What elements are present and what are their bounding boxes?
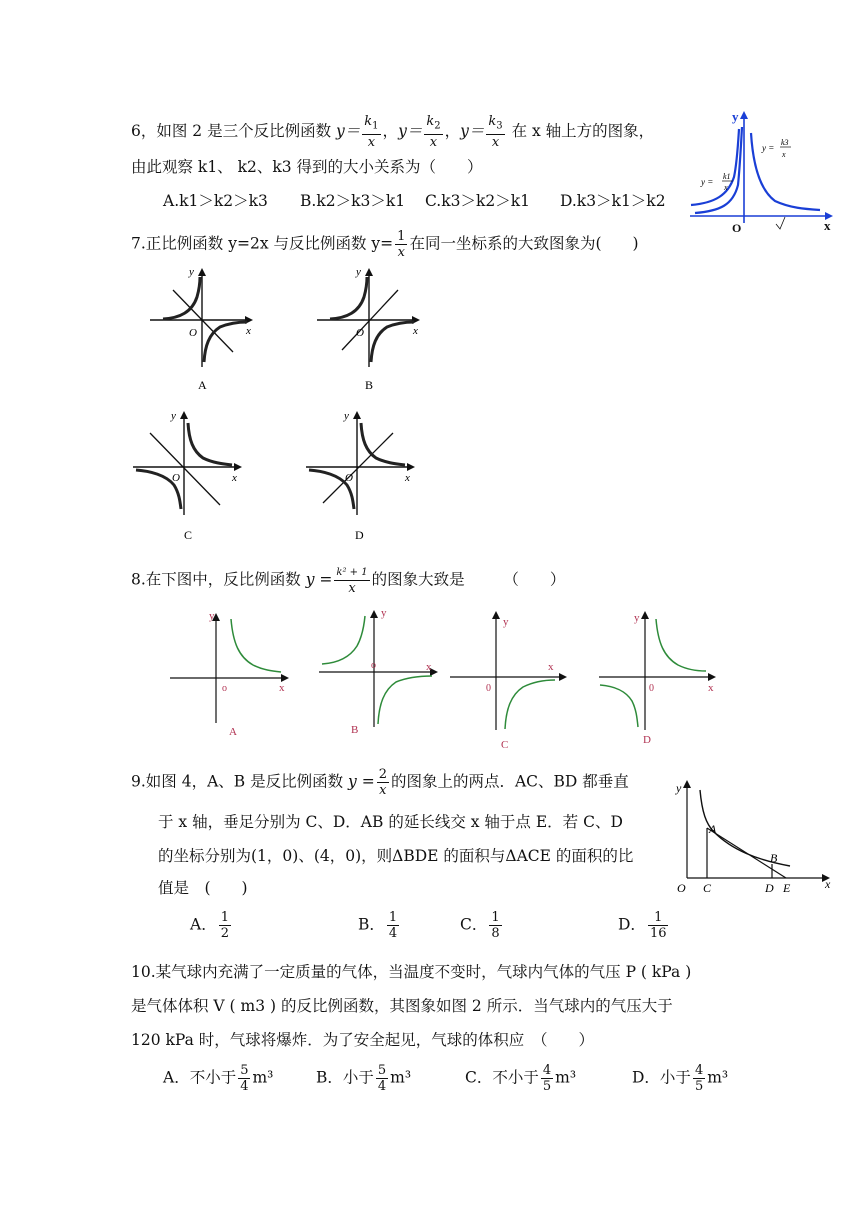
svg-text:x: x <box>825 877 831 891</box>
q7c-line <box>150 433 220 505</box>
q7-label-b: B <box>365 378 374 392</box>
svg-text:x: x <box>708 682 714 694</box>
svg-text:x: x <box>246 325 251 337</box>
q7-panel-b <box>312 262 432 397</box>
q6-y-label: y <box>732 109 739 124</box>
svg-text:y: y <box>381 607 387 619</box>
q6-curve-k2 <box>691 129 739 205</box>
q10-option-d: D．小于 $\frac{4}{5}$ m³ <box>632 1063 729 1094</box>
svg-text:x: x <box>279 682 285 694</box>
q7-frac: $\frac{1}{x}$ <box>397 229 406 260</box>
q6-origin: O <box>732 221 742 235</box>
svg-text:x: x <box>782 150 786 159</box>
svg-text:y: y <box>356 266 361 278</box>
q7-panel-a <box>145 262 265 397</box>
q8a-curve <box>231 619 281 672</box>
q7-label-d: D <box>355 528 364 542</box>
q8-panel-b <box>314 602 444 742</box>
svg-text:D: D <box>765 881 774 895</box>
svg-text:y: y <box>344 410 349 422</box>
svg-text:x: x <box>724 183 728 192</box>
svg-text:0: 0 <box>649 683 654 694</box>
q9-stem-line4: 值是 ( ) <box>158 879 248 897</box>
q7-panel-d <box>301 405 426 545</box>
q6-figure <box>685 105 845 235</box>
q9-option-c: C． $\frac{1}{8}$ <box>460 910 500 941</box>
q9-stem-line2: 于 x 轴，垂足分别为 C、D．AB 的延长线交 x 轴于点 E．若 C、D <box>158 813 623 831</box>
q8d-curve-lower <box>600 685 638 727</box>
q8-label-d: D <box>643 734 651 746</box>
svg-text:x: x <box>413 325 418 337</box>
q6-frac-k3: $\frac{k_3}{x}$ <box>488 114 503 150</box>
q8d-curve-upper <box>656 619 706 671</box>
q10-option-c: C．不小于 $\frac{4}{5}$ m³ <box>465 1063 577 1094</box>
q8-panel-d <box>594 605 724 750</box>
svg-text:o: o <box>371 660 376 671</box>
q8b-curve-upper <box>322 616 365 664</box>
q8-label-a: A <box>229 726 237 738</box>
svg-text:y: y <box>171 410 176 422</box>
q8-panel-c <box>445 605 575 750</box>
q7-label-c: C <box>184 528 193 542</box>
svg-text:C: C <box>703 881 712 895</box>
svg-text:x: x <box>548 661 554 673</box>
q6-frac-k2: $\frac{k_2}{x}$ <box>426 114 441 150</box>
q8b-curve-lower <box>378 676 432 724</box>
svg-text:x: x <box>232 472 237 484</box>
svg-text:y: y <box>209 610 215 622</box>
svg-text:k1: k1 <box>723 172 731 181</box>
q8-stem: 8.在下图中，反比例函数 y = $\frac{\text{k² + 1}}{x}$ 的图象大致是 （ ） <box>131 567 566 596</box>
q10-option-b: B．小于 $\frac{5}{4}$ m³ <box>316 1063 412 1094</box>
svg-text:O: O <box>345 472 353 484</box>
q6-x-label: x <box>824 218 831 233</box>
svg-text:y: y <box>503 616 509 628</box>
q9-figure <box>672 772 842 900</box>
q6-option-d: D.k3＞k1＞k2 <box>560 192 666 210</box>
q6-option-c: C.k3＞k2＞k1 <box>425 192 530 210</box>
svg-text:O: O <box>356 327 364 339</box>
q7-stem: 7.正比例函数 y=2x 与反比例函数 y= $\frac{1}{x}$ 在同一坐标系的大致图象为( ) <box>131 229 639 260</box>
q7-panel-c <box>128 405 253 545</box>
svg-text:0: 0 <box>486 683 491 694</box>
q9-stem-line3: 的坐标分别为(1，0)、(4，0)，则ΔBDE 的面积与ΔACE 的面积的比 <box>158 847 634 865</box>
q6-label-eq3: y = <box>762 143 775 153</box>
q6-stem-line2: 由此观察 k1、 k2、k3 得到的大小关系为（ ） <box>131 158 483 176</box>
q6-stem-line1: 6，如图 2 是三个反比例函数 y＝ $\frac{k_1}{x}$ ，y＝ $\frac{k_2}{x}$ ，y＝ $\frac{k_3}{x}$ 在 x 轴上方的图象， <box>131 114 655 150</box>
q6-label-eq1: y = <box>701 177 714 187</box>
q8-label-c: C <box>501 739 509 750</box>
svg-text:y: y <box>676 781 682 795</box>
q8-label-b: B <box>351 724 359 736</box>
q6-option-a: A.k1＞k2＞k3 <box>163 192 268 210</box>
svg-text:O: O <box>189 327 197 339</box>
svg-text:x: x <box>405 472 410 484</box>
q9-frac: $\frac{2}{x}$ <box>378 767 387 798</box>
q8-frac: $\frac{\text{k² + 1}}{x}$ <box>336 567 368 596</box>
q7d-line <box>323 433 393 503</box>
svg-text:y: y <box>634 612 640 624</box>
q10-stem-line2: 是气体体积 V ( m3 ) 的反比例函数，其图象如图 2 所示．当气球内的气压大于 <box>131 997 673 1015</box>
q6-frac-k1: $\frac{k_1}{x}$ <box>364 114 379 150</box>
q6-option-b: B.k2＞k3＞k1 <box>300 192 406 210</box>
svg-text:k3: k3 <box>781 138 789 147</box>
q7a-line <box>173 290 233 352</box>
svg-text:A: A <box>709 822 717 836</box>
q9-option-b: B． $\frac{1}{4}$ <box>358 910 398 941</box>
svg-text:O: O <box>172 472 180 484</box>
svg-text:y: y <box>189 266 194 278</box>
svg-text:B: B <box>770 851 778 865</box>
q8-panel-a <box>165 605 295 745</box>
q10-stem-line1: 10.某气球内充满了一定质量的气体，当温度不变时，气球内气体的气压 P ( kPa ) <box>131 963 692 981</box>
svg-text:E: E <box>783 881 791 895</box>
q8c-curve <box>505 680 555 729</box>
svg-text:o: o <box>222 683 227 694</box>
q7-label-a: A <box>198 378 207 392</box>
svg-text:x: x <box>426 661 432 673</box>
q10-stem-line3: 120 kPa 时，气球将爆炸．为了安全起见，气球的体积应 （ ） <box>131 1031 595 1049</box>
q9-option-d: D． $\frac{1}{16}$ <box>618 910 667 941</box>
q9-stem-line1: 9.如图 4，A、B 是反比例函数 y = $\frac{2}{x}$ 的图象上的两点．AC、BD 都垂直 <box>131 767 629 798</box>
svg-text:O: O <box>677 881 686 895</box>
q9-option-a: A． $\frac{1}{2}$ <box>190 910 229 941</box>
q10-option-a: A．不小于 $\frac{5}{4}$ m³ <box>163 1063 274 1094</box>
